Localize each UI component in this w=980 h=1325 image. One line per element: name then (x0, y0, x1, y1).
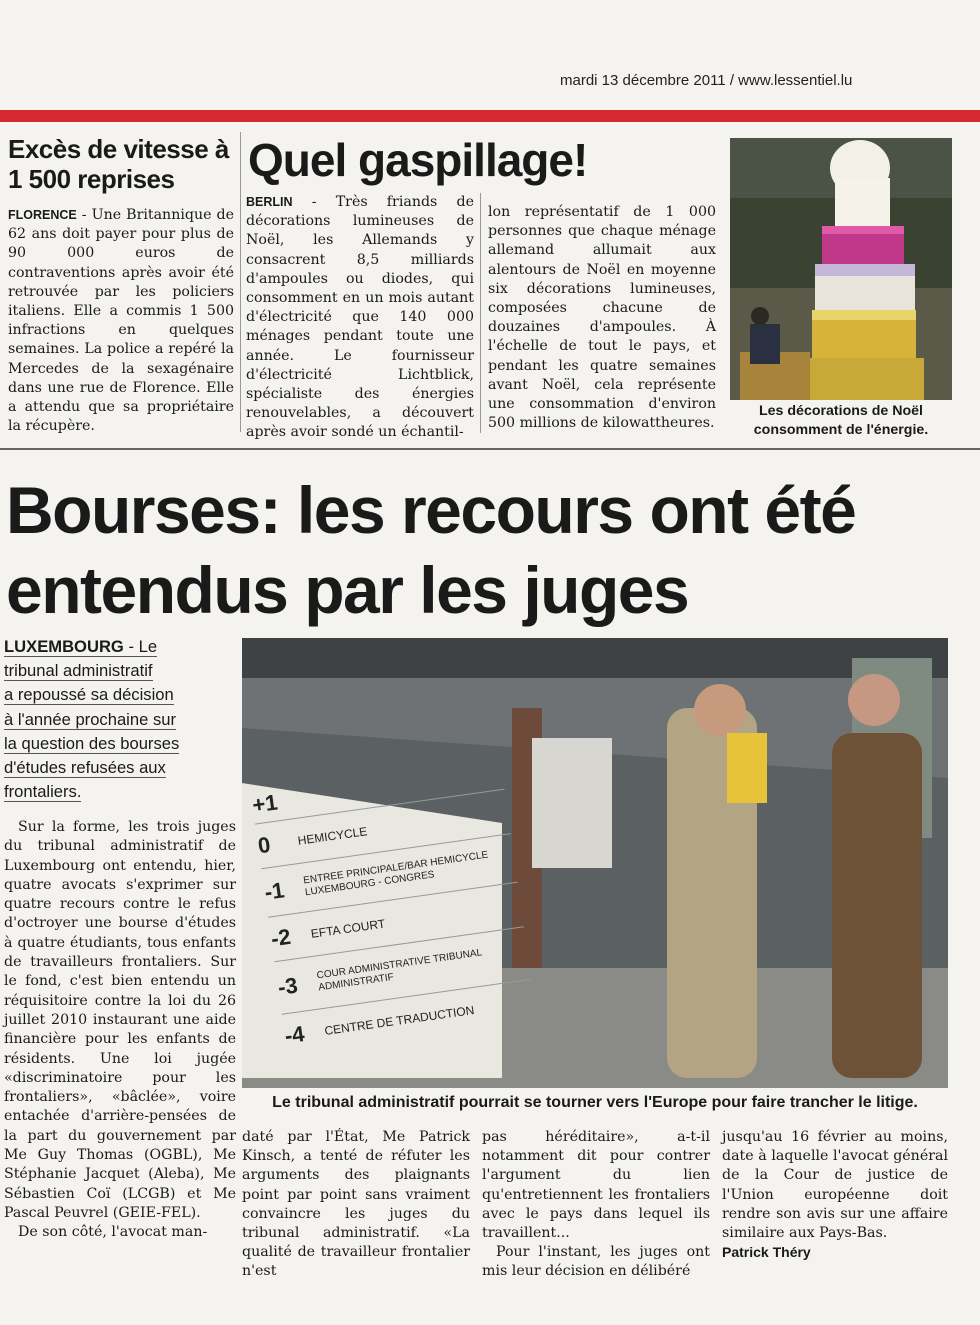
brief-speeding-body (8, 206, 234, 436)
sign-floor-number: +1 (250, 789, 280, 818)
header-red-bar (0, 110, 980, 122)
lead-line: d'études refusées aux (4, 758, 166, 778)
sign-floor-label: CENTRE DE TRADUCTION (323, 1003, 476, 1038)
sign-floor-label: HEMICYCLE (296, 824, 369, 848)
main-col1-para: Sur la forme, les trois juges du tribunal administratif de Luxembourg ont entendu, hier, quatre avocats s'exprimer sur quatre recours contre le refus d'octroyer une bourse d'études à quatre étudiants, tous enfants de travailleurs frontaliers. Sur le fond, c'est bien entendu un réquisitoire contre la loi du 26 juillet 2010 instaurant une aide financière pour les enfants de résidents. Une loi jugée «discriminatoire pour les frontaliers», «bâclée», voire entachée d'arrière-pensées de la part du gouvernement par Me Guy Thomas (OGBL), Me Stéphanie Jacquet (Aleba), Me Sébastien Coï (LCGB) et Me Pascal Peuvrel (GEIE-FEL). (4, 819, 236, 1221)
christmas-photo-caption: Les décorations de Noël consomment de l'énergie. (753, 403, 929, 438)
brief-speeding-text: - Une Britannique de 62 ans doit payer pour plus de 90 000 euros de contraventions après avoir été retrouvée par les policiers italiens. Elle a commis 1 500 infractions en quelques semaines. La police a repéré la Mercedes de la sexagénaire dans une rue de Florence. Elle a attendu que sa propriétaire la récupère. (8, 207, 234, 435)
brief-waste-kicker: BERLIN (246, 195, 293, 209)
brief-waste-col2: lon représentatif de 1 000 personnes que chaque ménage allemand allumait aux alentours de Noël en moyenne six décorations lumineuses, composées chacune de douzaines d'ampoules. À l'échelle de tout le pays, et pendant les quatre semaines avant Noël, cela représente une consommation d'environ 500 millions de kilowattheures. (488, 204, 716, 432)
main-col1-end: De son côté, l'avocat man- (18, 1224, 208, 1241)
brief-waste-col1 (246, 193, 474, 443)
sign-floor-label: COUR ADMINISTRATIVE TRIBUNAL ADMINISTRATIF (316, 947, 483, 994)
tribunal-photo (242, 638, 948, 1088)
sign-floor-label: EFTA COURT (309, 916, 387, 941)
lead-line: à l'année prochaine sur (4, 709, 176, 729)
main-lead (4, 635, 230, 804)
byline: Patrick Théry (722, 1244, 811, 1261)
sign-floor-number: 0 (256, 831, 273, 859)
floor-directory-sign (250, 753, 538, 1058)
lead-line: tribunal administratif (4, 661, 153, 681)
tribunal-photo-caption: Le tribunal administratif pourrait se tourner vers l'Europe pour faire trancher le litige. (272, 1094, 918, 1111)
lead-line: frontaliers. (4, 782, 82, 802)
main-article-col3 (482, 1128, 710, 1282)
brief-speeding-kicker: FLORENCE (8, 208, 77, 222)
main-headline: Bourses: les recours ont été entendus par les juges (6, 473, 856, 627)
sign-floor-number: -4 (283, 1020, 306, 1049)
christmas-decoration-photo (730, 138, 952, 400)
section-rule (0, 448, 980, 450)
column-rule (240, 132, 241, 432)
main-col4-para: jusqu'au 16 février au moins, date à laquelle l'avocat général de la Cour de justice de l'Union européenne doit rendre son avis sur une affaire similaire aux Pays-Bas. (722, 1129, 948, 1242)
main-article-col1 (4, 818, 236, 1243)
sign-floor-number: -1 (262, 877, 286, 905)
lead-line: a repoussé sa décision (4, 685, 174, 705)
column-rule (480, 193, 481, 433)
brief-speeding-headline: Excès de vitesse à 1 500 reprises (8, 134, 229, 194)
main-article-col2: daté par l'État, Me Patrick Kinsch, a tenté de réfuter les arguments des plaignants point par point sans vraiment convaincre les juges du tribunal administratif. «La qualité de travailleur frontalier n'est (242, 1129, 470, 1280)
brief-waste-headline: Quel gaspillage! (248, 134, 588, 186)
main-col3-end: Pour l'instant, les juges ont mis leur décision en délibéré (482, 1244, 710, 1280)
lead-line: la question des bourses (4, 733, 180, 753)
lead-line (4, 637, 157, 657)
main-col3-para: pas héréditaire», a-t-il notamment dit pour contrer l'argument du lien qu'entretiennent les frontaliers avec le pays dans lequel ils travaillent... (482, 1129, 710, 1242)
brief-waste-text-a: - Très friands de décorations lumineuses de Noël, les Allemands y consacrent 8,5 milliards d'ampoules ou diodes, qui consomment en un mois autant d'électricité que 140 000 ménages pendant toute une année. Le fournisseur d'électricité Lichtblick, spécialiste des énergies renouvelables, a découvert après avoir sondé un échantil- (246, 194, 474, 441)
sign-floor-number: -2 (269, 923, 293, 952)
main-article-col4 (722, 1128, 948, 1262)
sign-floor-label: ENTREE PRINCIPALE/BAR HEMICYCLE LUXEMBOURG - CONGRES (302, 849, 489, 899)
dateline: mardi 13 décembre 2011 / www.lessentiel.lu (560, 72, 853, 89)
lead-text: - Le (123, 637, 158, 656)
sign-floor-number: -3 (276, 972, 300, 1000)
main-lead-kicker: LUXEMBOURG (4, 637, 124, 656)
